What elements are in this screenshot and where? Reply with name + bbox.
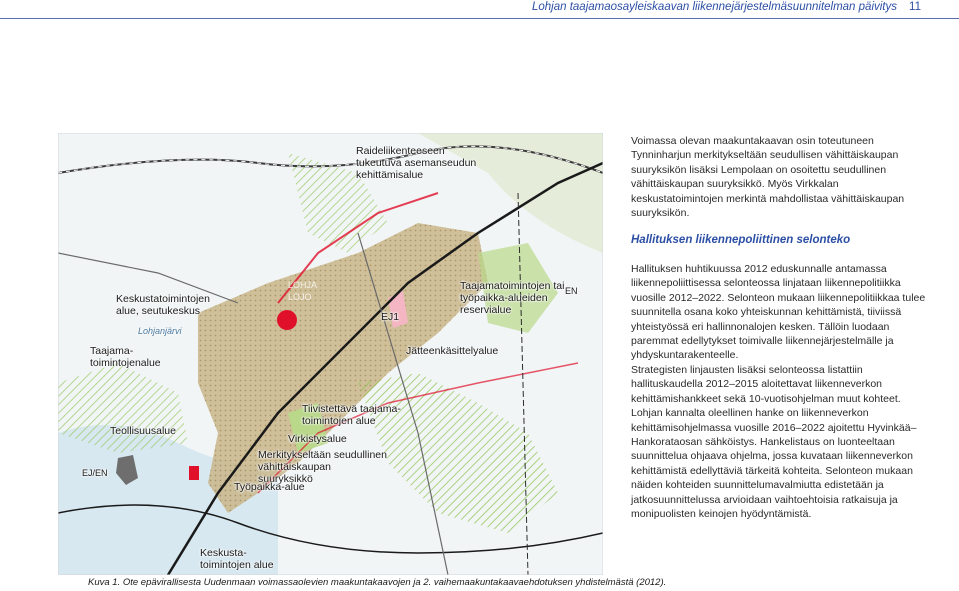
map-label-urban-area: Taajama-toimintojenalue <box>90 345 161 369</box>
map-label-en: EN <box>565 286 578 296</box>
map-label-center-area: Keskustatoimintojen alue, seutukeskus <box>116 293 210 317</box>
map-label-lohja-town: LOHJA LOJO <box>288 280 317 302</box>
document-title: Lohjan taajamaosayleiskaavan liikennejärjestelmäsuunnitelman päivitys <box>531 1 897 13</box>
map-label-workplace: Työpaikka-alue <box>234 481 305 493</box>
regional-plan-map <box>58 133 603 575</box>
intro-paragraph: Voimassa olevan maakuntakaavan osin toteutuneen Tynninharjun merkitykseltään seudullisen vähittäiskaupan suuryksikön lisäksi Lempolaan on osoitettu seudullinen vähittäiskaupan suuryksikkö. Myös Virkkalan keskustatoimintojen merkintä mahdollistaa vähittäiskaupan suuryksikön. <box>631 135 905 220</box>
map-label-waste: Jätteenkäsittelyalue <box>406 345 499 357</box>
map-label-ej1: EJ1 <box>381 311 400 323</box>
section-heading: Hallituksen liikennepoliittinen selonteko <box>631 234 851 246</box>
map-label-lake: Lohjanjärvi <box>138 326 182 336</box>
map-label-retail: Merkitykseltään seudullinen vähittäiskaupan suuryksikkö <box>258 449 387 485</box>
map-label-ej-en: EJ/EN <box>82 468 108 478</box>
map-label-center-functions: Keskusta-toimintojen alue <box>200 547 274 571</box>
paragraph-2: Strategisten linjausten lisäksi selonteossa listattiin hallituskaudella 2012–2015 aloitettavat liikenneverkon kehittämishankkeet sekä 10-vuotisohjelman muut kohteet. Lohjan kannalta oleellinen hanke on liikenneverkon kehittämisohjelmassa vuosille 2016–2022 ajoitettu Hyvinkää–Hankorataosan sähköistys. Hankelistaus on luonteeltaan suunnittelua ohjaava ohjelma, jossa kuvataan liikenneverkon kehittämistä edellyttäviä tärkeitä kohteita. Selonteon mukaan näiden kohteiden suunnittelumavalmiutta edistetään ja jatkosuunnittelussa arvioidaan vaihtoehtoisia ratkaisuja ja monipuolisten keinojen hyödyntämistä. <box>631 364 917 521</box>
map-label-dense-urban: Tiivistettävä taajama-toimintojen alue <box>302 403 401 427</box>
paragraph-1: Hallituksen huhtikuussa 2012 eduskunnalle antamassa liikennepoliittisessa selonteossa linjataan liikennepolitiikka vuosille 2012–2022. Selonteon mukaan liikennepolitiikkaa tulee suunnitella osana koko yhteiskunnan kehittämistä, tiiviissä yhteistyössä eri hallinnonalojen kesken. Tällöin luodaan paremmat edellytykset toimivalle liikennejärjestelmälle ja yhdyskuntarakenteelle. <box>631 263 926 362</box>
figure-caption: Kuva 1. Ote epävirallisesta Uudenmaan voimassaolevien maakuntakaavojen ja 2. vaihemaakuntakaavaehdotuksen yhdistelmästä (2012). <box>88 577 667 588</box>
map-label-rail-zone: Raideliikenteeseen tukeutuva asemanseudun kehittämisalue <box>356 145 477 181</box>
map-label-reserve: Taajamatoimintojen tai työpaikka-alueiden reservialue <box>460 280 565 316</box>
page-number: 11 <box>909 1 921 13</box>
map-label-industrial: Teollisuusalue <box>110 425 176 437</box>
map-label-recreation: Virkistysalue <box>288 433 347 445</box>
page-header <box>0 0 959 19</box>
